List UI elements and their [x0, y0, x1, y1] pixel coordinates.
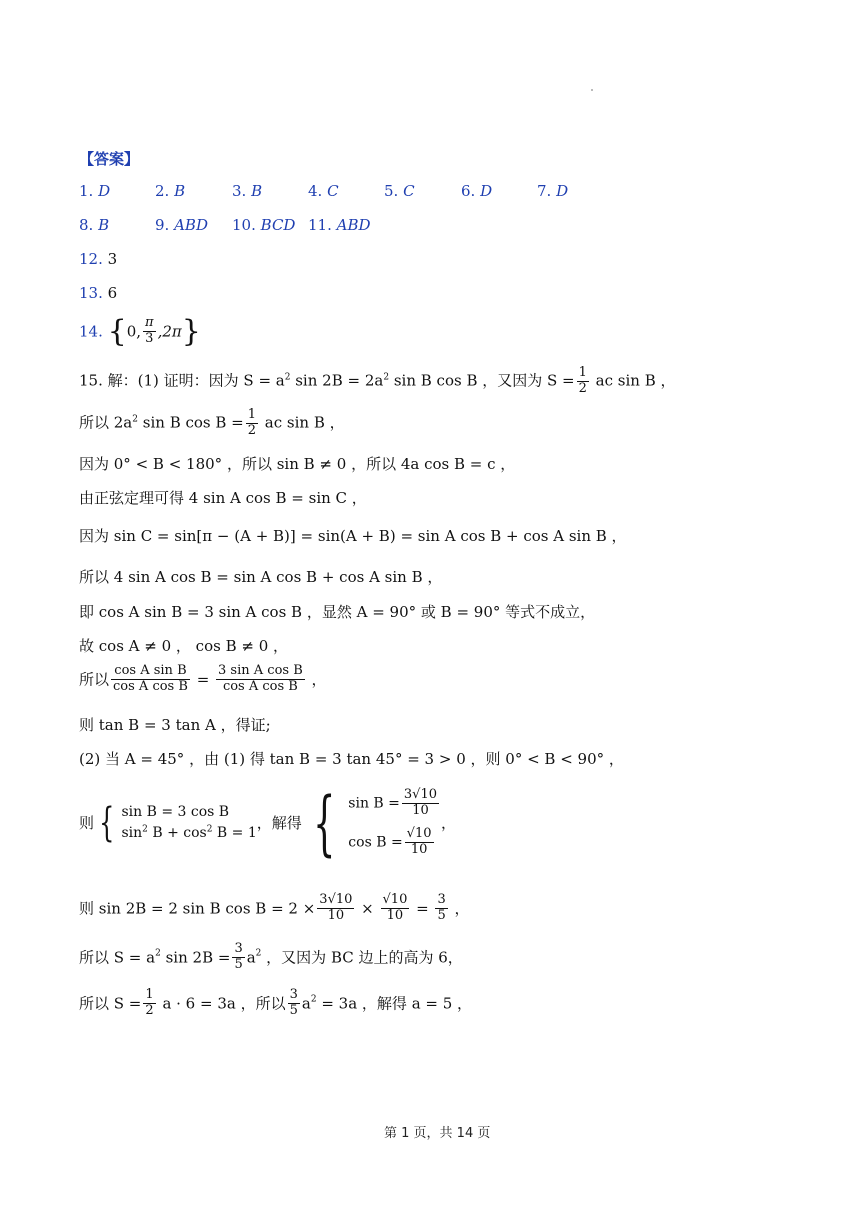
solution-line-14: 所以 $S = a^2$ sin 2B = $\frac{3}{5}$ $a^2$ ，又因为 BC 边上的高为 6， [79, 941, 463, 972]
answer-number: 4. [308, 182, 323, 200]
answer-item [537, 182, 568, 200]
answer-value: B [251, 182, 263, 200]
answer-item [308, 216, 371, 234]
answer-item [384, 182, 415, 200]
answer-value: ABD [336, 216, 371, 234]
fraction: $\frac{\text{cos A sin B}}{\text{cos A cos B}}$ [113, 663, 188, 694]
answer-item [155, 216, 208, 234]
solution-line-7: 即 cos A sin B = 3 sin A cos B ，显然 A = 90° 或 B = 90° 等式不成立， [79, 603, 596, 621]
fraction: $\frac{3√10}{10}$ [319, 892, 353, 923]
fraction: $\frac{3}{5}$ [289, 987, 298, 1018]
answer-item [232, 216, 295, 234]
equation-system: { sin B = 3 cos B $\sin^2 B + \cos^2 B = 1$ [99, 800, 257, 846]
set-element: ,2π [157, 322, 182, 341]
answer-number: 2. [155, 182, 170, 200]
answer-number: 13. [79, 284, 103, 302]
answer-item [155, 182, 185, 200]
answer-number: 11. [308, 216, 332, 234]
answer-value: ABD [174, 216, 208, 234]
answer-value: 3 [107, 250, 118, 268]
solution-line-6: 所以 4 sin A cos B = sin A cos B + cos A sin B ， [79, 568, 443, 586]
page-number-footer: 第 1 页，共 14 页 [384, 1126, 491, 1141]
solution-line-10: 则 tan B = 3 tan A ，得证; [79, 716, 271, 734]
answer-number: 10. [232, 216, 256, 234]
answer-item-13 [79, 284, 117, 302]
solution-line-1: 15. 解：(1) 证明：因为 $S = a^2$ $\sin 2B = 2a^2$ sin B cos B ，又因为 S = $\frac{1}{2}$ ac sin B ， [79, 365, 676, 396]
answer-item [232, 182, 262, 200]
solution-line-13: 则 sin 2B = 2 sin B cos B = 2 × $\frac{3√10}{10}$ × $\frac{√10}{10}$ = $\frac{3}{5}$ ， [79, 892, 470, 923]
answer-number: 8. [79, 216, 94, 234]
solution-system: { sin B = $\frac{3√10}{10}$ cos B = $\frac{√10}{10}$ [312, 782, 438, 864]
fraction: $\frac{1}{2}$ [145, 987, 154, 1018]
solution-line-12: 则 { sin B = 3 cos B $\sin^2 B + \cos^2 B = 1$ ，解得 { sin B = $\frac{3√10}{10}$ cos B = $\frac{√10}{10}$ ， [79, 782, 457, 864]
fraction: $\frac{1}{2}$ [578, 365, 587, 396]
answer-item [308, 182, 339, 200]
solution-line-4: 由正弦定理可得 4 sin A cos B = sin C ， [79, 489, 367, 507]
fraction: $\frac{\pi}{3}$ [145, 315, 154, 346]
answer-value: BCD [260, 216, 296, 234]
answer-number: 5. [384, 182, 399, 200]
answer-number: 6. [461, 182, 476, 200]
set-open-brace: { [107, 314, 127, 349]
answer-value: C [327, 182, 339, 200]
answer-number: 12. [79, 250, 103, 268]
scan-speck [591, 89, 593, 91]
set-element: 0, [126, 322, 142, 341]
fraction: $\frac{1}{2}$ [247, 407, 257, 438]
answer-value: D [480, 182, 493, 200]
answer-item [79, 216, 109, 234]
solution-line-15: 所以 S = $\frac{1}{2}$ a · 6 = 3a ，所以 $\frac{3}{5}$ $a^2 = 3a$ ，解得 a = 5 ， [79, 987, 473, 1018]
answer-number: 14. [79, 322, 103, 341]
answer-item-12 [79, 250, 117, 268]
solution-line-2: 所以 $2a^2$ sin B cos B = $\frac{1}{2}$ ac sin B ， [79, 407, 345, 438]
fraction: $\frac{3}{5}$ [234, 941, 243, 972]
solution-line-8: 故 cos A ≠ 0 ， cos B ≠ 0 ， [79, 637, 289, 655]
answer-number: 1. [79, 182, 94, 200]
answer-value: B [174, 182, 186, 200]
answer-item-14 [79, 314, 201, 349]
answer-value: B [98, 216, 110, 234]
solution-line-11: (2) 当 A = 45° ，由 (1) 得 tan B = 3 tan 45° = 3 > 0 ，则 0° < B < 90° ， [79, 750, 624, 768]
answer-value: 6 [107, 284, 118, 302]
answer-number: 3. [232, 182, 247, 200]
solution-line-3: 因为 0° < B < 180° ，所以 sin B ≠ 0 ，所以 4a cos B = c ， [79, 455, 516, 473]
fraction: $\frac{3}{5}$ [437, 892, 446, 923]
answer-value: D [98, 182, 111, 200]
fraction: $\frac{√10}{10}$ [382, 892, 408, 923]
set-close-brace: } [181, 314, 201, 349]
answer-heading: 【答案】 [79, 150, 140, 168]
fraction: $\frac{\text{3 sin A cos B}}{\text{cos A cos B}}$ [218, 663, 303, 694]
answer-item [461, 182, 492, 200]
answer-value: D [556, 182, 569, 200]
solution-line-5: 因为 sin C = sin[π − (A + B)] = sin(A + B) = sin A cos B + cos A sin B ， [79, 527, 627, 545]
answer-number: 9. [155, 216, 170, 234]
answer-value: C [403, 182, 415, 200]
answer-number: 7. [537, 182, 552, 200]
solution-line-9: 所以 $\frac{\text{cos A sin B}}{\text{cos A cos B}}$ = $\frac{\text{3 sin A cos B}}{\text{cos A cos B}}$ ， [79, 663, 327, 694]
answer-item [79, 182, 110, 200]
